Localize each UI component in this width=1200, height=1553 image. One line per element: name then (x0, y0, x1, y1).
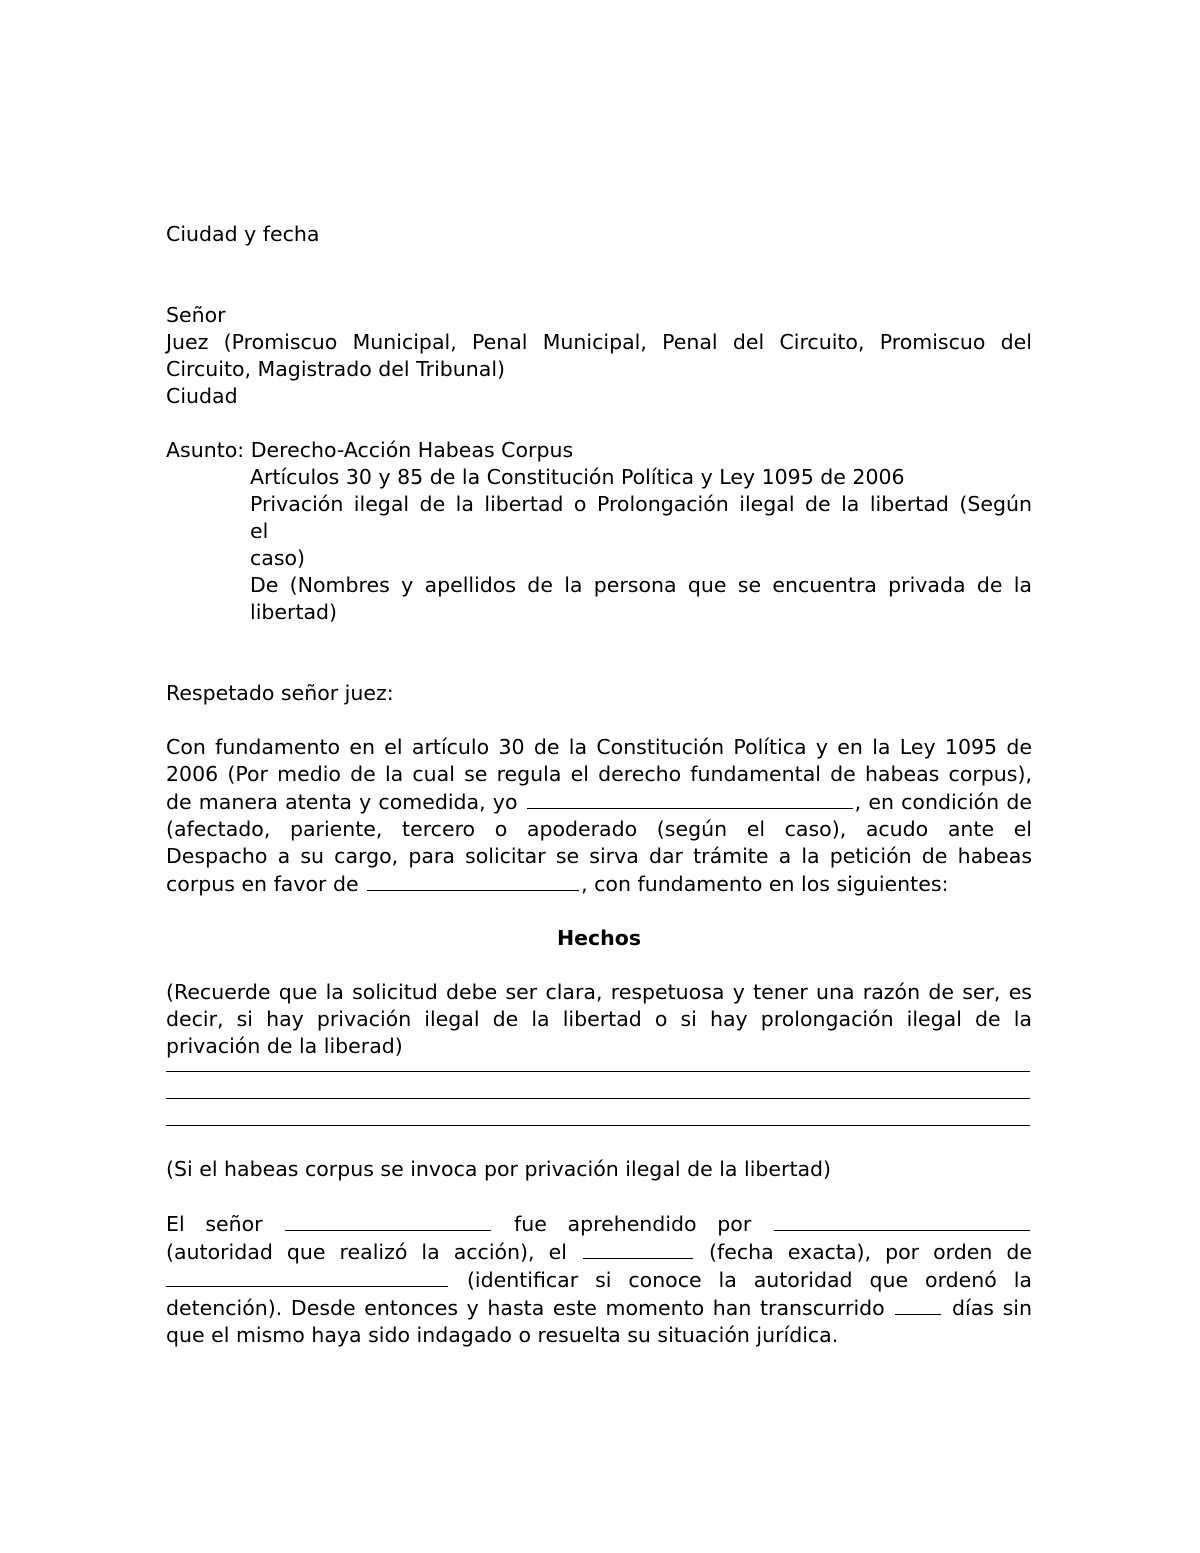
case-line-4 (166, 1294, 1032, 1322)
subject-line-3: Privación ilegal de la libertad o Prolongación ilegal de la libertad (Según (250, 492, 1032, 516)
intro-text-6b: , con fundamento en los siguientes: (581, 872, 949, 896)
subject-line-4: el (250, 519, 269, 543)
date-blank[interactable] (583, 1238, 693, 1259)
facts-blank-line-2[interactable] (166, 1072, 1030, 1099)
letter-body (166, 221, 1032, 1349)
days-blank[interactable] (895, 1294, 941, 1315)
case-text-3: (identificar si conoce la autoridad que ordenó la (466, 1268, 1032, 1292)
subject-text-1: Derecho-Acción Habeas Corpus (250, 438, 574, 462)
intro-line-6 (166, 870, 1032, 898)
subject-line-1 (166, 437, 1032, 464)
subject-line-6: De (Nombres y apellidos de la persona que se encuentra privada de la (250, 573, 1032, 597)
case-text-1b: fue aprehendido por (514, 1212, 752, 1236)
subject-line-7: libertad) (250, 600, 338, 624)
authority-blank[interactable] (774, 1210, 1030, 1231)
detainee-name-blank[interactable] (285, 1210, 491, 1231)
case-text-2a: (autoridad que realizó la acción), el (166, 1240, 567, 1264)
addressee-city: Ciudad (166, 384, 238, 408)
subject-label: Asunto: (166, 438, 245, 462)
intro-line-5: Despacho a su cargo, para solicitar se sirva dar trámite a la petición de habeas (166, 844, 1032, 868)
beneficiary-blank[interactable] (367, 870, 579, 891)
subject-line-5: caso) (250, 546, 306, 570)
case-text-1a: El señor (166, 1212, 263, 1236)
addressee-line-2: Circuito, Magistrado del Tribunal) (166, 357, 506, 381)
case-text-4b: días sin (952, 1296, 1032, 1320)
intro-line-1: Con fundamento en el artículo 30 de la Constitución Política y en la Ley 1095 de (166, 735, 1032, 759)
order-authority-blank[interactable] (166, 1266, 448, 1287)
greeting: Respetado señor juez: (166, 681, 394, 705)
case-text-4a: detención). Desde entonces y hasta este momento han transcurrido (166, 1296, 885, 1320)
facts-blank-line-1[interactable] (166, 1060, 1030, 1072)
intro-text-6a: corpus en favor de (166, 872, 359, 896)
intro-text-3a: de manera atenta y comedida, yo (166, 790, 518, 814)
case-illegal-title: (Si el habeas corpus se invoca por privación ilegal de la libertad) (166, 1157, 832, 1181)
case-line-1 (166, 1210, 1032, 1238)
intro-line-2: 2006 (Por medio de la cual se regula el derecho fundamental de habeas corpus), (166, 762, 1032, 786)
case-text-2b: (fecha exacta), por orden de (709, 1240, 1032, 1264)
facts-note-line-1: (Recuerde que la solicitud debe ser clara, respetuosa y tener una razón de ser, es (166, 980, 1032, 1004)
case-line-3 (166, 1266, 1032, 1294)
facts-note-line-2: decir, si hay privación ilegal de la libertad o si hay prolongación ilegal de la (166, 1007, 1032, 1031)
facts-blank-line-3[interactable] (166, 1099, 1030, 1126)
place-date: Ciudad y fecha (166, 222, 320, 246)
intro-text-3b: , en condición de (854, 790, 1032, 814)
case-line-5: que el mismo haya sido indagado o resuelta su situación jurídica. (166, 1323, 839, 1347)
name-blank[interactable] (527, 788, 853, 809)
intro-line-4: (afectado, pariente, tercero o apoderado (según el caso), acudo ante el (166, 817, 1032, 841)
subject-line-2: Artículos 30 y 85 de la Constitución Política y Ley 1095 de 2006 (250, 465, 905, 489)
case-line-2 (166, 1238, 1032, 1266)
salutation-title: Señor (166, 303, 226, 327)
intro-line-3 (166, 788, 1032, 816)
facts-heading: Hechos (556, 926, 642, 950)
facts-note-line-3: privación de la liberad) (166, 1034, 403, 1058)
addressee-line-1: Juez (Promiscuo Municipal, Penal Municipal, Penal del Circuito, Promiscuo del (166, 330, 1032, 354)
